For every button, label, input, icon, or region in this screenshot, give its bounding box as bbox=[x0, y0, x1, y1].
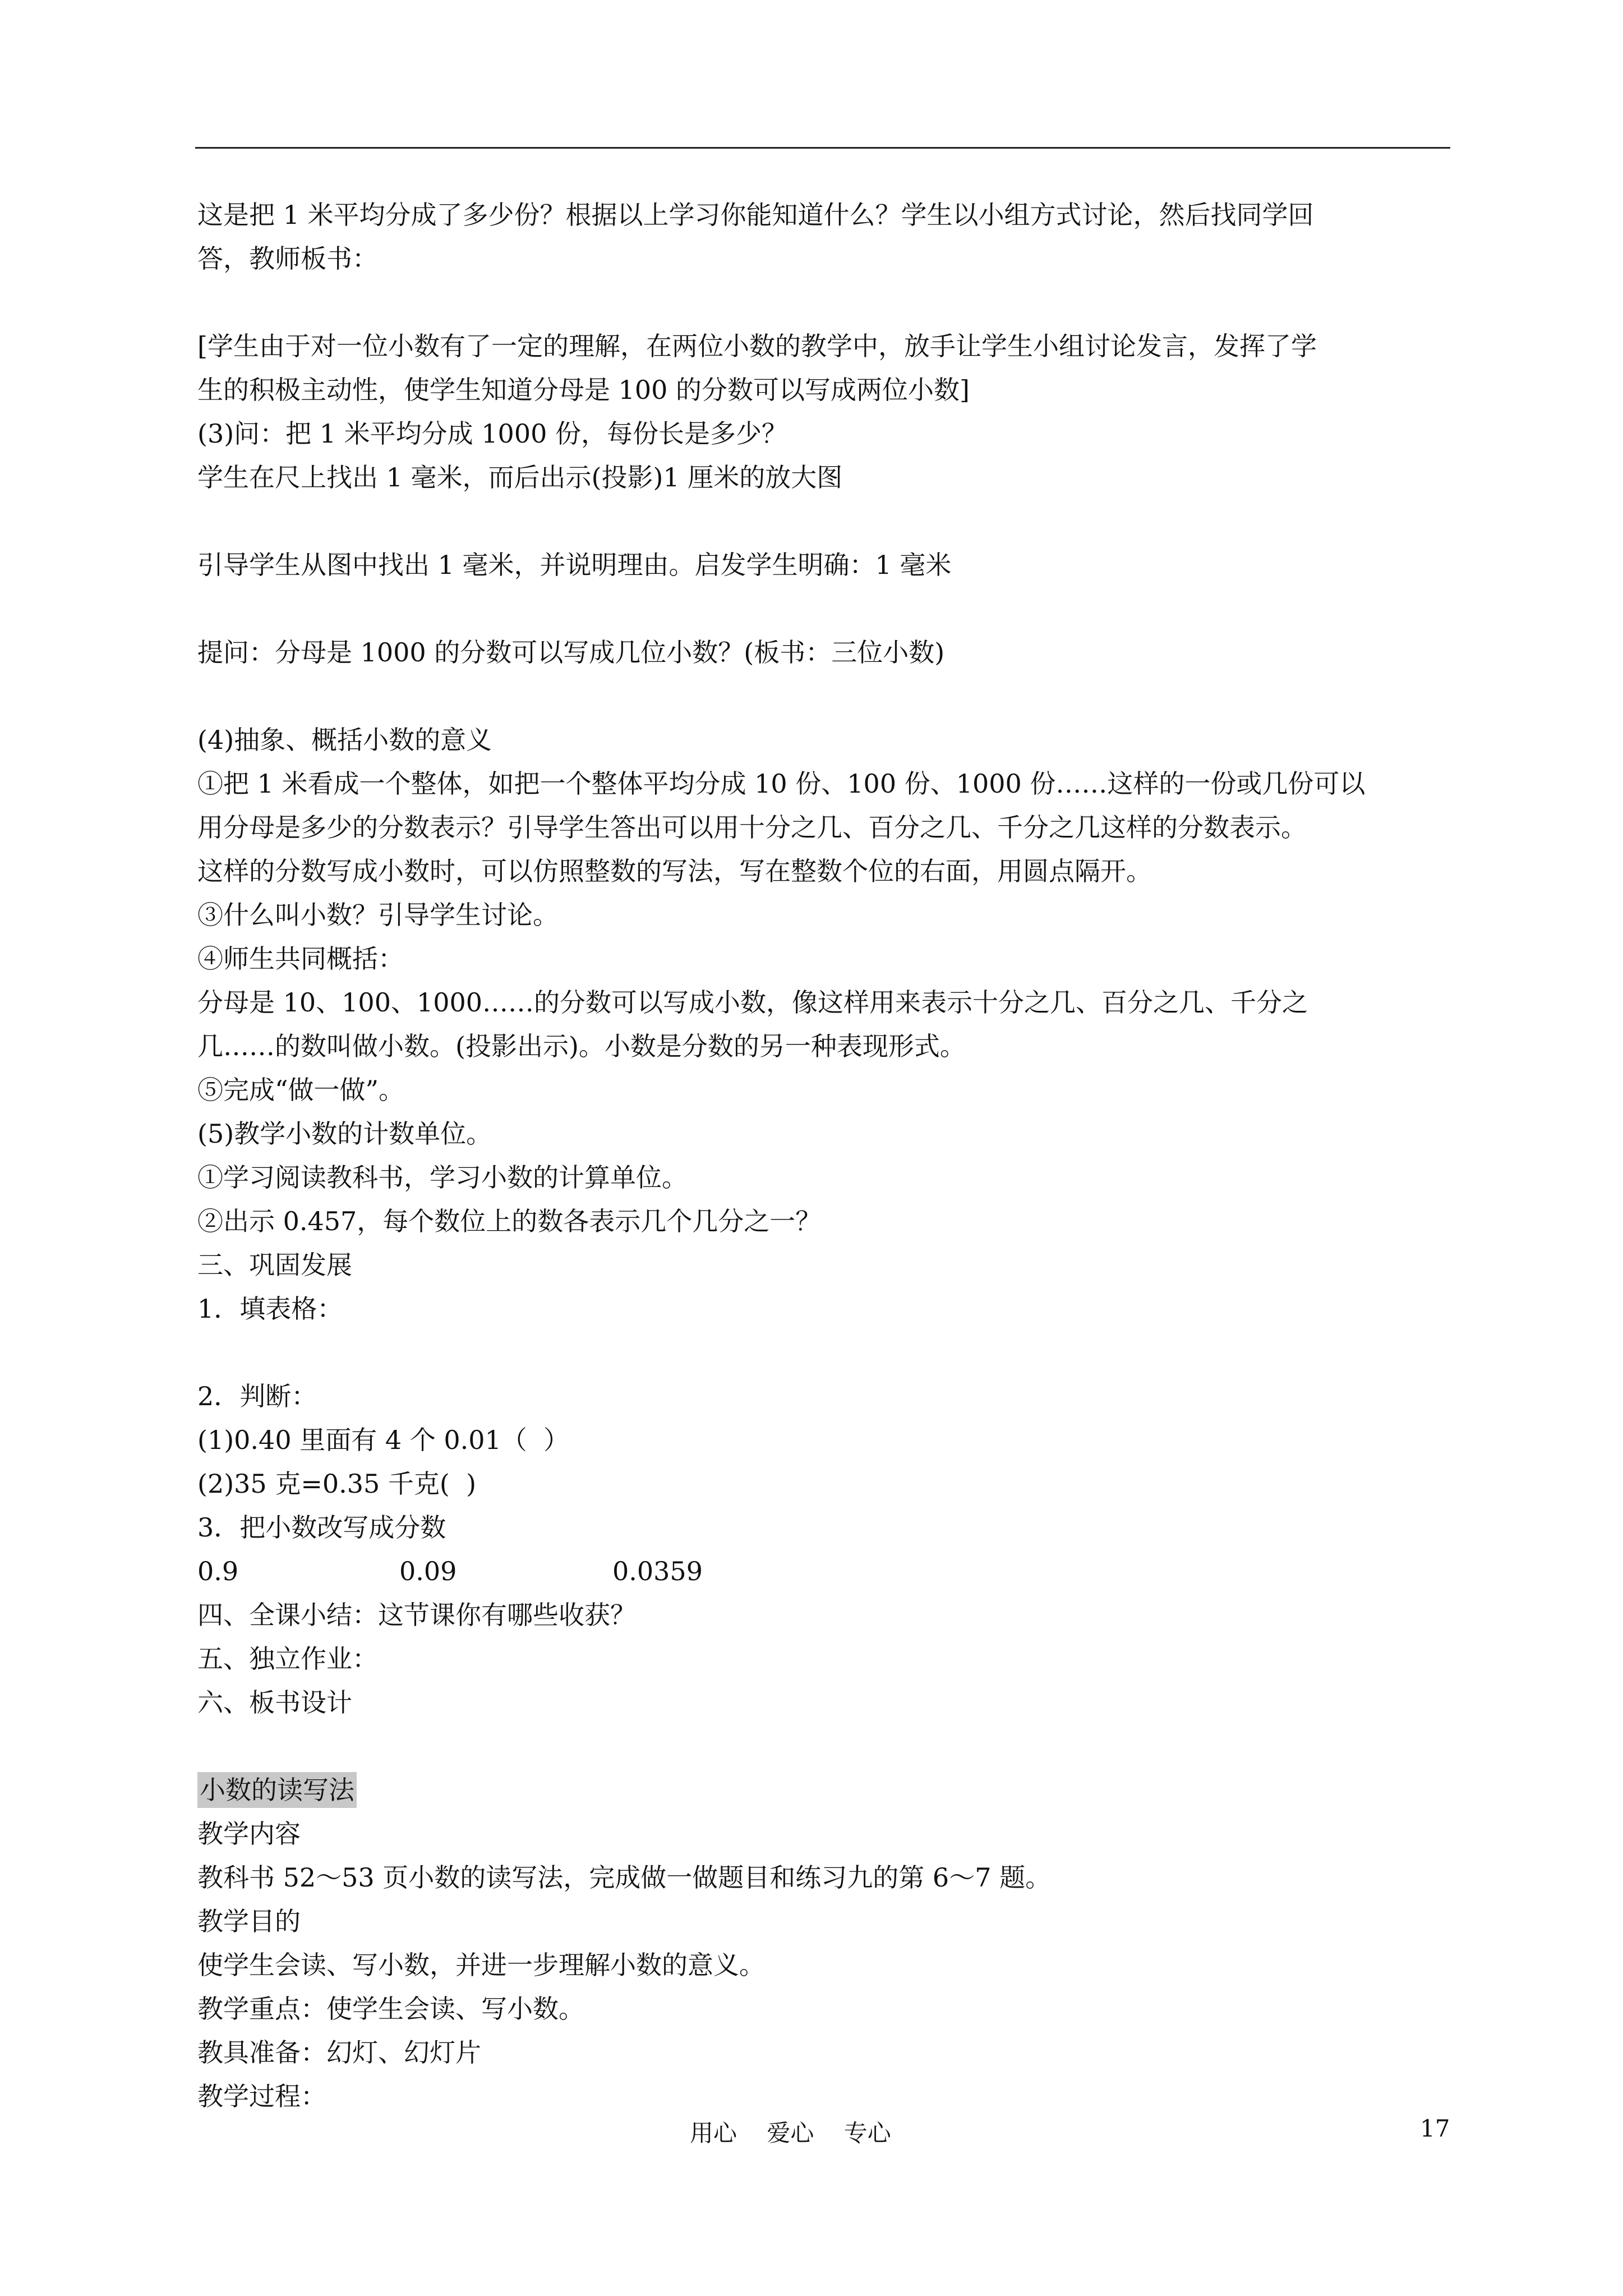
section-heading: 三、巩固发展 bbox=[197, 1250, 352, 1280]
section-heading: 四、全课小结：这节课你有哪些收获？ bbox=[197, 1600, 636, 1630]
paragraph-line: ①把 1 米看成一个整体，如把一个整体平均分成 10 份、100 份、1000 份……这样的一份或几份可以 bbox=[197, 769, 1366, 799]
paragraph-line: 2．判断： bbox=[197, 1381, 317, 1411]
paragraph-line: (1)0.40 里面有 4 个 0.01（ ） bbox=[197, 1425, 570, 1455]
paragraph-line: 几……的数叫做小数。(投影出示)。小数是分数的另一种表现形式。 bbox=[197, 1031, 966, 1061]
header-rule bbox=[195, 147, 1450, 149]
paragraph-line: 这是把 1 米平均分成了多少份？根据以上学习你能知道什么？学生以小组方式讨论，然后找同学回 bbox=[197, 200, 1314, 230]
decimal-list bbox=[197, 1549, 1448, 1593]
paragraph-line: 教科书 52～53 页小数的读写法，完成做一做题目和练习九的第 6～7 题。 bbox=[197, 1862, 1052, 1893]
paragraph-line: ⑤完成“做一做”。 bbox=[197, 1075, 405, 1105]
paragraph-line: (4)抽象、概括小数的意义 bbox=[197, 725, 492, 755]
paragraph-line: 3．把小数改写成分数 bbox=[197, 1512, 446, 1543]
footer-motto: 用心 爱心 专心 bbox=[690, 2119, 891, 2147]
lesson-title-line bbox=[197, 1768, 1448, 1812]
paragraph-line: 答，教师板书： bbox=[197, 243, 378, 274]
paragraph-line: (2)35 克=0.35 千克( ) bbox=[197, 1469, 477, 1499]
paragraph-line: 1．填表格： bbox=[197, 1294, 343, 1324]
paragraph-line: 教具准备：幻灯、幻灯片 bbox=[197, 2037, 481, 2068]
paragraph-line: [学生由于对一位小数有了一定的理解，在两位小数的教学中，放手让学生小组讨论发言，发挥了学 bbox=[197, 331, 1317, 361]
decimal-item: 0.0359 bbox=[612, 1556, 703, 1586]
paragraph-line: 这样的分数写成小数时，可以仿照整数的写法，写在整数个位的右面，用圆点隔开。 bbox=[197, 856, 1152, 886]
paragraph-line: 分母是 10、100、1000……的分数可以写成小数，像这样用来表示十分之几、百分之几、千分之 bbox=[197, 987, 1308, 1018]
section-heading: 五、独立作业： bbox=[197, 1644, 378, 1674]
paragraph-line: ①学习阅读教科书，学习小数的计算单位。 bbox=[197, 1162, 688, 1193]
paragraph-line: ④师生共同概括： bbox=[197, 944, 404, 974]
paragraph-line: 学生在尺上找出 1 毫米，而后出示(投影)1 厘米的放大图 bbox=[197, 462, 843, 493]
paragraph-line: 教学重点：使学生会读、写小数。 bbox=[197, 1994, 584, 2024]
paragraph-line: ③什么叫小数？引导学生讨论。 bbox=[197, 900, 559, 930]
paragraph-line: ②出示 0.457，每个数位上的数各表示几个几分之一？ bbox=[197, 1206, 822, 1236]
paragraph-line: 引导学生从图中找出 1 毫米，并说明理由。启发学生明确：1 毫米 bbox=[197, 550, 952, 580]
paragraph-line: 提问：分母是 1000 的分数可以写成几位小数？(板书：三位小数) bbox=[197, 637, 945, 668]
paragraph-line: 用分母是多少的分数表示？引导学生答出可以用十分之几、百分之几、千分之几这样的分数表示。 bbox=[197, 812, 1307, 843]
document-body bbox=[197, 193, 1448, 2118]
paragraph-line: 教学过程： bbox=[197, 2081, 326, 2111]
decimal-item: 0.09 bbox=[399, 1556, 457, 1586]
paragraph-line: 教学目的 bbox=[197, 1906, 301, 1936]
lesson-title: 小数的读写法 bbox=[197, 1772, 357, 1808]
paragraph-line: 教学内容 bbox=[197, 1819, 301, 1849]
paragraph-line: (3)问：把 1 米平均分成 1000 份，每份长是多少？ bbox=[197, 418, 787, 449]
page-number: 17 bbox=[1420, 2115, 1450, 2142]
paragraph-line: (5)教学小数的计数单位。 bbox=[197, 1119, 492, 1149]
section-heading: 六、板书设计 bbox=[197, 1687, 352, 1718]
paragraph-line: 生的积极主动性，使学生知道分母是 100 的分数可以写成两位小数] bbox=[197, 375, 970, 405]
paragraph-line: 使学生会读、写小数，并进一步理解小数的意义。 bbox=[197, 1950, 765, 1980]
decimal-item: 0.9 bbox=[197, 1556, 239, 1586]
